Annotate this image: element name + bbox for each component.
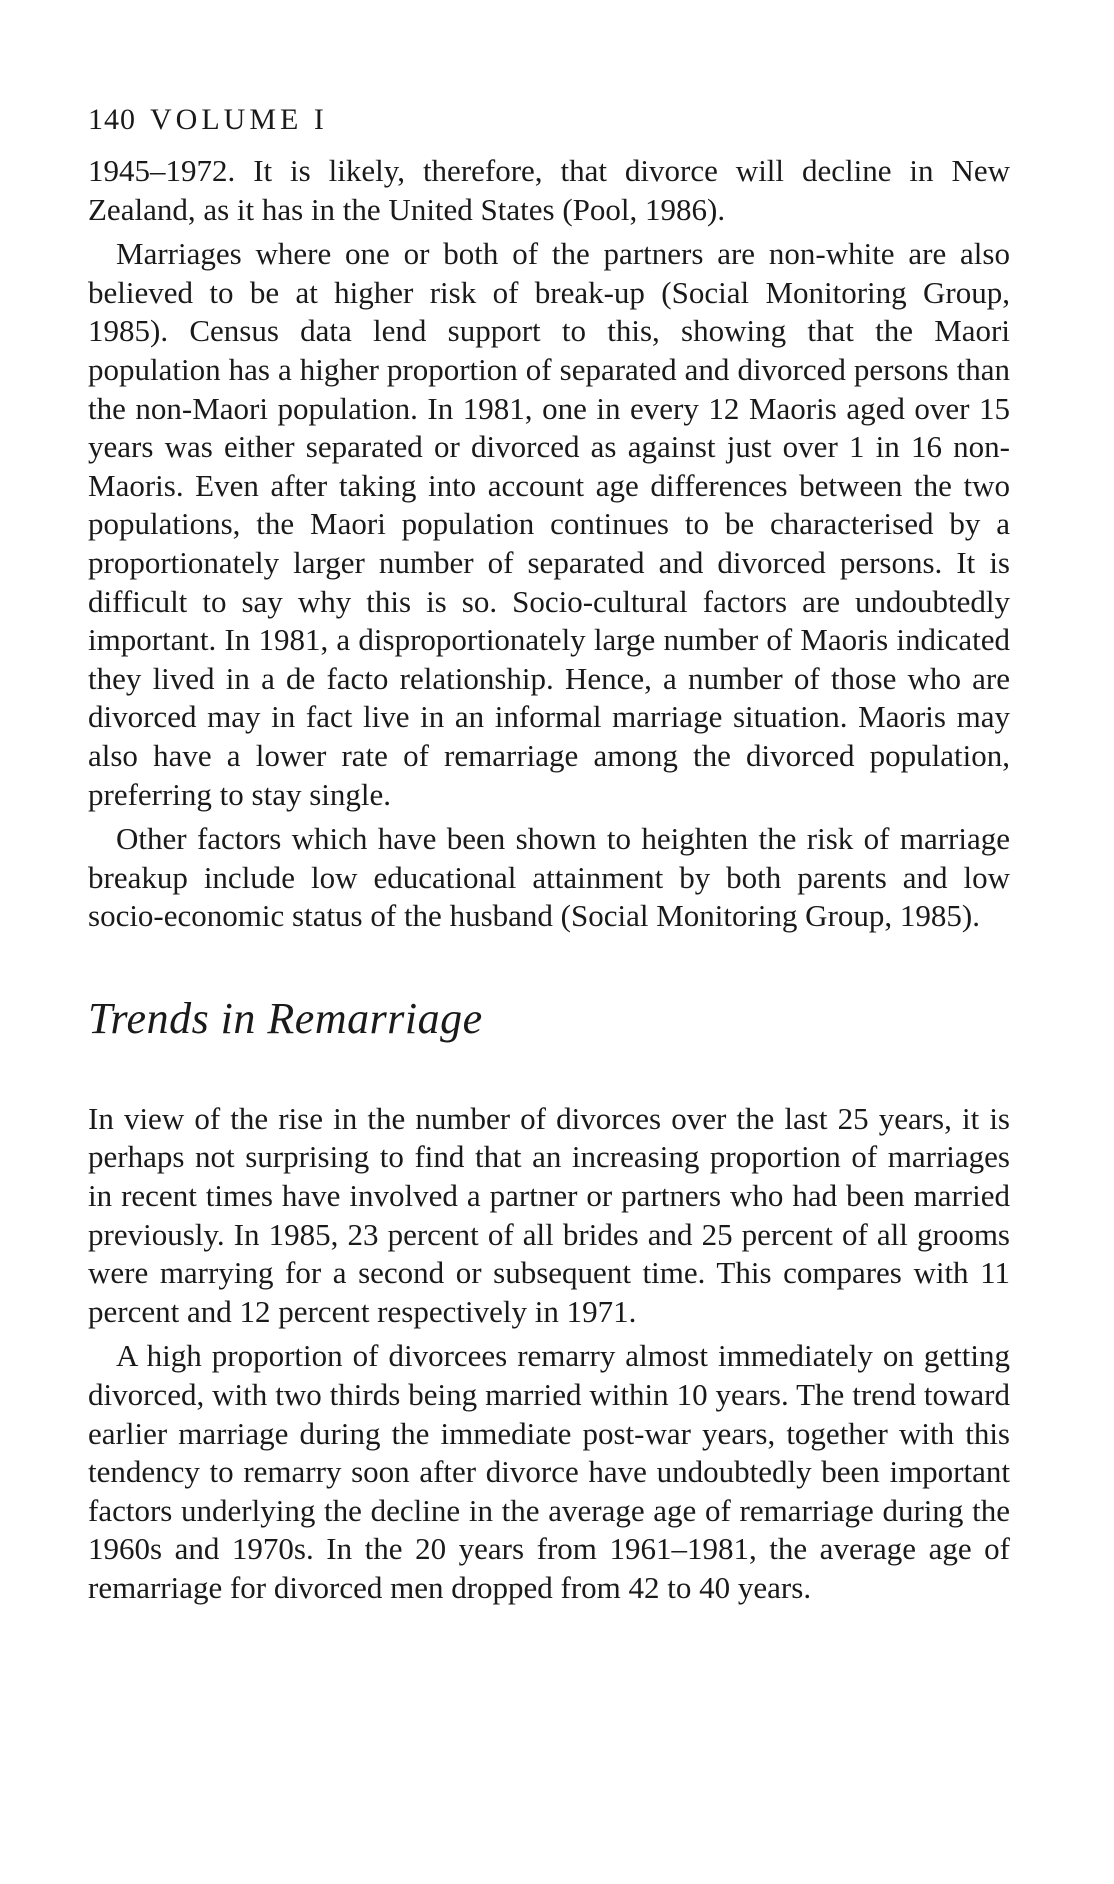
paragraph-other-factors: Other factors which have been shown to heighten the risk of marriage breakup include low educational attainment by both parents and low socio-economic status of the husband (Social Monitoring Group, 1985).	[88, 821, 1010, 934]
section-heading: Trends in Remarriage	[88, 993, 483, 1043]
paragraph-continued: 1945–1972. It is likely, therefore, that divorce will decline in New Zealand, as it has in the United States (Pool, 1986).	[88, 153, 1010, 227]
paragraph-remarriage-age: A high proportion of divorcees remarry almost immediately on getting divorced, with two thirds being married within 10 years. The trend toward earlier marriage during the immediate post-war years, together with this tendency to remarry soon after divorce have undoubtedly been important factors underlying the decline in the average age of remarriage during the 1960s and 1970s. In the 20 years from 1961–1981, the average age of remarriage for divorced men dropped from 42 to 40 years.	[88, 1338, 1010, 1605]
volume-label: VOLUME I	[150, 103, 328, 136]
book-page	[88, 100, 1010, 1614]
running-head	[88, 100, 1010, 140]
paragraph-maori-divorce: Marriages where one or both of the partners are non-white are also believed to be at higher risk of break-up (Social Monitoring Group, 1985). Census data lend support to this, showing that the Maori population has a higher proportion of separated and divorced persons than the non-Maori population. In 1981, one in every 12 Maoris aged over 15 years was either separated or divorced as against just over 1 in 16 non-Maoris. Even after taking into account age differences between the two populations, the Maori population continues to be characterised by a proportionately larger number of separated and divorced persons. It is difficult to say why this is so. Socio-cultural factors are undoubtedly important. In 1981, a disproportionately large number of Maoris indicated they lived in a de facto relationship. Hence, a number of those who are divorced may in fact live in an informal marriage situation. Maoris may also have a lower rate of remarriage among the divorced population, preferring to stay single.	[88, 236, 1010, 812]
paragraph-remarriage-rise: In view of the rise in the number of divorces over the last 25 years, it is perhaps not surprising to find that an increasing proportion of marriages in recent times have involved a partner or partners who had been married previously. In 1985, 23 percent of all brides and 25 percent of all grooms were marrying for a second or subsequent time. This compares with 11 percent and 12 percent respectively in 1971.	[88, 1100, 1010, 1329]
page-number: 140	[88, 103, 136, 136]
